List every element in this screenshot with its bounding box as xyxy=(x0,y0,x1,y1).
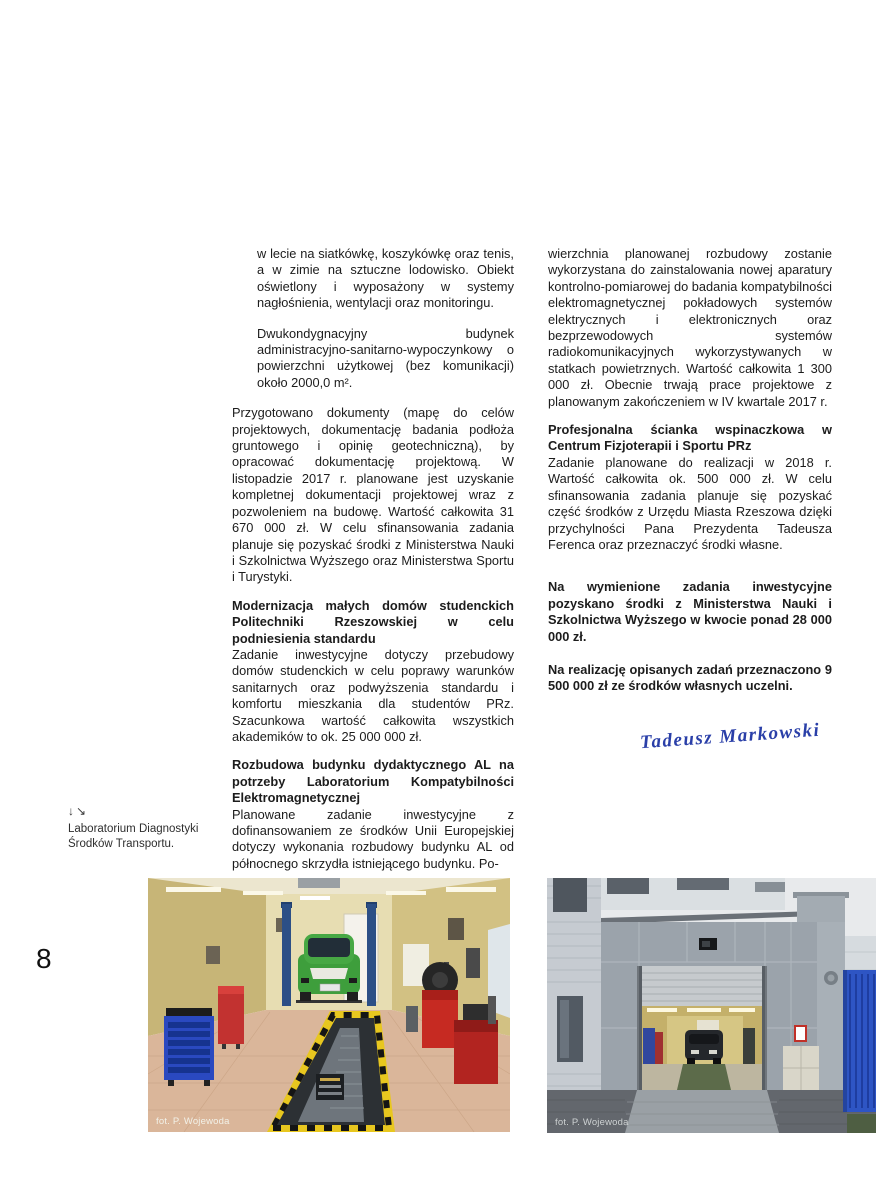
wheel-balancer xyxy=(422,962,458,1048)
paragraph-funding-obtained: Na wymienione zadania inwestycyjne pozyskano środki z Ministerstwa Nauki i Szkolnictwa Wyższego w kwocie ponad 28 000 000 zł. xyxy=(548,579,832,644)
blue-gate xyxy=(843,970,876,1112)
caption-line-2: Środków Transportu. xyxy=(68,838,175,850)
red-cabinet xyxy=(218,986,244,1049)
facade-right-pillar xyxy=(817,922,845,1090)
gray-drum xyxy=(406,1006,418,1032)
photo-lab-exterior xyxy=(547,878,876,1133)
photo-caption-margin xyxy=(68,804,208,852)
green-car xyxy=(296,934,362,1003)
door-track-right xyxy=(762,966,765,1090)
paragraph-modernizacja: Zadanie inwestycyjne dotyczy przebudowy domów studenckich w celu poprawy warunków sanitarnych oraz podwyższenia standardu i komfortu mieszkania dla studentów PRz. Szacunkowa wartość całkowita wszystkich akademików to ok. 25 000 000 zł. xyxy=(232,646,514,744)
license-plate xyxy=(320,984,340,991)
photo-credit-left: fot. P. Wojewoda xyxy=(156,1116,230,1127)
door-track-left xyxy=(639,966,642,1090)
paragraph-rozbudowa-continued: wierzchnia planowanej rozbudowy zostanie wykorzystana do zainstalowania nowej aparatury kontrolno-pomiarowej do badania kompatybilności elektromagnetycznej pokładowych systemów elektrycznych i elektronicznych oraz bezprzewodowych systemów radiokomunikacyjnych wykorzystywanych w statkach powietrznych. Wartość całkowita 1 300 000 zł. Obecnie trwają prace projektowe z planowanym zakończeniem w IV kwartale 2017 r. xyxy=(548,246,832,409)
concrete-apron xyxy=(625,1090,779,1133)
heading-scianka: Profesjonalna ścianka wspinaczkowa w Centrum Fizjoterapii i Sportu PRz xyxy=(548,422,832,454)
dark-car xyxy=(685,1030,723,1064)
paragraph-sports-facility: w lecie na siatkówkę, koszykówkę oraz tenis, a w zimie na sztuczne lodowisko. Obiekt oświetlony i wyposażony w systemy nagłośnienia, wentylacji oraz monitoringu. xyxy=(257,246,514,311)
building-behind xyxy=(601,878,785,910)
lab-interior-illustration xyxy=(148,878,510,1132)
down-arrows-icon: ↓↘ xyxy=(68,804,89,818)
caption-line-1: Laboratorium Diagnostyki xyxy=(68,823,199,835)
upper-window xyxy=(553,878,587,912)
photo-lab-interior xyxy=(148,878,510,1132)
windshield xyxy=(308,938,350,957)
right-column xyxy=(548,246,832,754)
left-building xyxy=(547,878,601,1116)
photo-credit-right: fot. P. Wojewoda xyxy=(555,1117,629,1128)
hood-decal xyxy=(310,968,348,979)
paragraph-own-funds: Na realizację opisanych zadań przeznaczono 9 500 000 zł ze środków własnych uczelni. xyxy=(548,661,832,694)
interior-lights xyxy=(647,1008,755,1012)
green-mat xyxy=(677,1064,731,1090)
grass-patch xyxy=(847,1114,876,1133)
red-utility-box xyxy=(795,1026,806,1041)
signature-tadeusz-markowski: Tadeusz Markowski xyxy=(639,719,822,754)
lit-interior xyxy=(641,1006,763,1090)
blue-tool-chest xyxy=(164,1008,214,1086)
heading-modernizacja: Modernizacja małych domów studenckich Politechniki Rzeszowskiej w celu podniesienia standardu xyxy=(232,597,514,646)
signature-area xyxy=(639,719,832,754)
left-column xyxy=(232,246,514,872)
sectional-door-open xyxy=(641,966,763,1006)
floodlight xyxy=(699,938,717,950)
page-number: 8 xyxy=(36,943,52,974)
air-duct xyxy=(298,878,340,888)
heading-rozbudowa: Rozbudowa budynku dydaktycznego AL na potrzeby Laboratorium Kompatybilności Elektromagnetycznej xyxy=(232,757,514,806)
utility-cabinets xyxy=(783,1046,819,1092)
paragraph-rozbudowa: Planowane zadanie inwestycyjne z dofinansowaniem ze środków Unii Europejskiej dotyczy wykonania rozbudowy budynku AL od północnego skrzydła istniejącego budynku. Po- xyxy=(232,806,514,871)
lab-exterior-illustration xyxy=(547,878,876,1133)
paragraph-documents: Przygotowano dokumenty (mapę do celów projektowych, dokumentację badania podłoża gruntowego i opinię geotechniczną), by opracować dokumentację projektową. W listopadzie 2017 r. planowane jest uzyskanie kompletnej dokumentacji projektowej wraz z pozwoleniem na budowę. Wartość całkowita 31 670 000 zł. W celu sfinansowania zadania planuje się pozyskać środki z Ministerstwa Nauki i Szkolnictwa Wyższego oraz Ministerstwa Sportu i Turystyki. xyxy=(232,405,514,585)
paragraph-scianka: Zadanie planowane do realizacji w 2018 r. Wartość całkowita ok. 500 000 zł. W celu sfinansowania zadania planuje się pozyskać część środków z Urzędu Miasta Rzeszowa dzięki przychylności Pana Prezydenta Tadeusza Ferenca oraz przeznaczyć środki własne. xyxy=(548,454,832,552)
paragraph-admin-building: Dwukondygnacyjny budynek administracyjno-sanitarno-wypoczynkowy o powierzchni użytkowej (bez komunikacji) około 2000,0 m². xyxy=(257,325,514,390)
